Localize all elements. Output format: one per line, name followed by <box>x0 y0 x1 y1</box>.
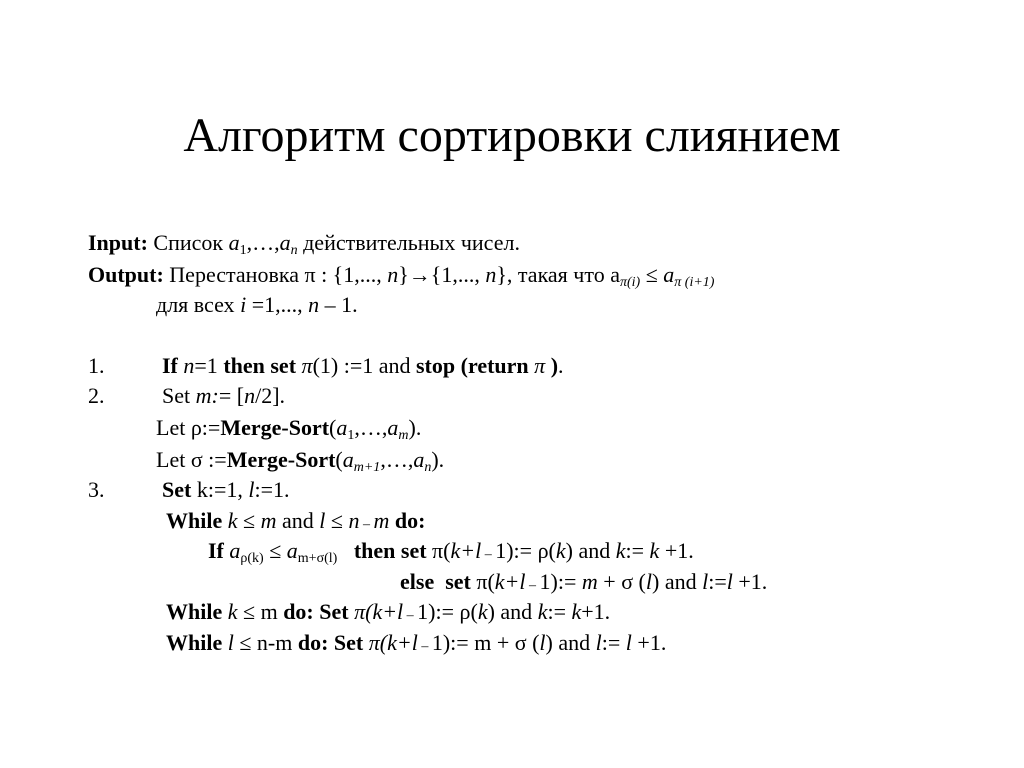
else-line: else set π(k+l – 1):= m + σ (l) and l:=l +1. <box>400 569 768 594</box>
while-2-line: While k ≤ m do: Set π(k+l – 1):= ρ(k) and k:= k+1. <box>166 599 611 624</box>
output-line-2: для всех i =1,..., n – 1. <box>156 292 358 317</box>
step-1: If n=1 then set π(1) :=1 and stop (return π ). <box>162 353 564 378</box>
step-2-number: 2. <box>88 383 105 408</box>
input-line: Input: Список $a_1,\dots,a_n$ действительных чисел. <box>88 230 520 258</box>
output-label: Output: <box>88 262 164 287</box>
output-line: Output: Перестановка π : {1,..., n}→{1,..., n}, такая что $a_{\pi(i)} \le a_{\pi (i+1)}$ <box>88 262 715 290</box>
let-rho-line: Let $\rho:=Merge-Sort(a_1,\dots,a_m)$. <box>156 415 422 443</box>
step-3: Set k:=1, l:=1. <box>162 477 290 502</box>
let-sigma-line: Let σ $:=Merge-Sort(a_{m+1},\dots,a_n)$. <box>156 447 445 475</box>
slide-title: Алгоритм сортировки слиянием <box>183 109 841 162</box>
input-label: Input: <box>88 230 148 255</box>
step-1-number: 1. <box>88 353 105 378</box>
if-line: If $a_{\rho(k)} \le a_{m+\sigma(l)}$ then set π(k+l – 1):= ρ(k) and k:= k +1. <box>208 538 694 566</box>
while-3-line: While l ≤ n-m do: Set π(k+l – 1):= m + σ (l) and l:= l +1. <box>166 630 667 655</box>
step-3-number: 3. <box>88 477 105 502</box>
while-1-line: While k ≤ m and l ≤ n – m do: <box>166 508 426 533</box>
step-2: Set m:= [n/2]. <box>162 383 286 408</box>
